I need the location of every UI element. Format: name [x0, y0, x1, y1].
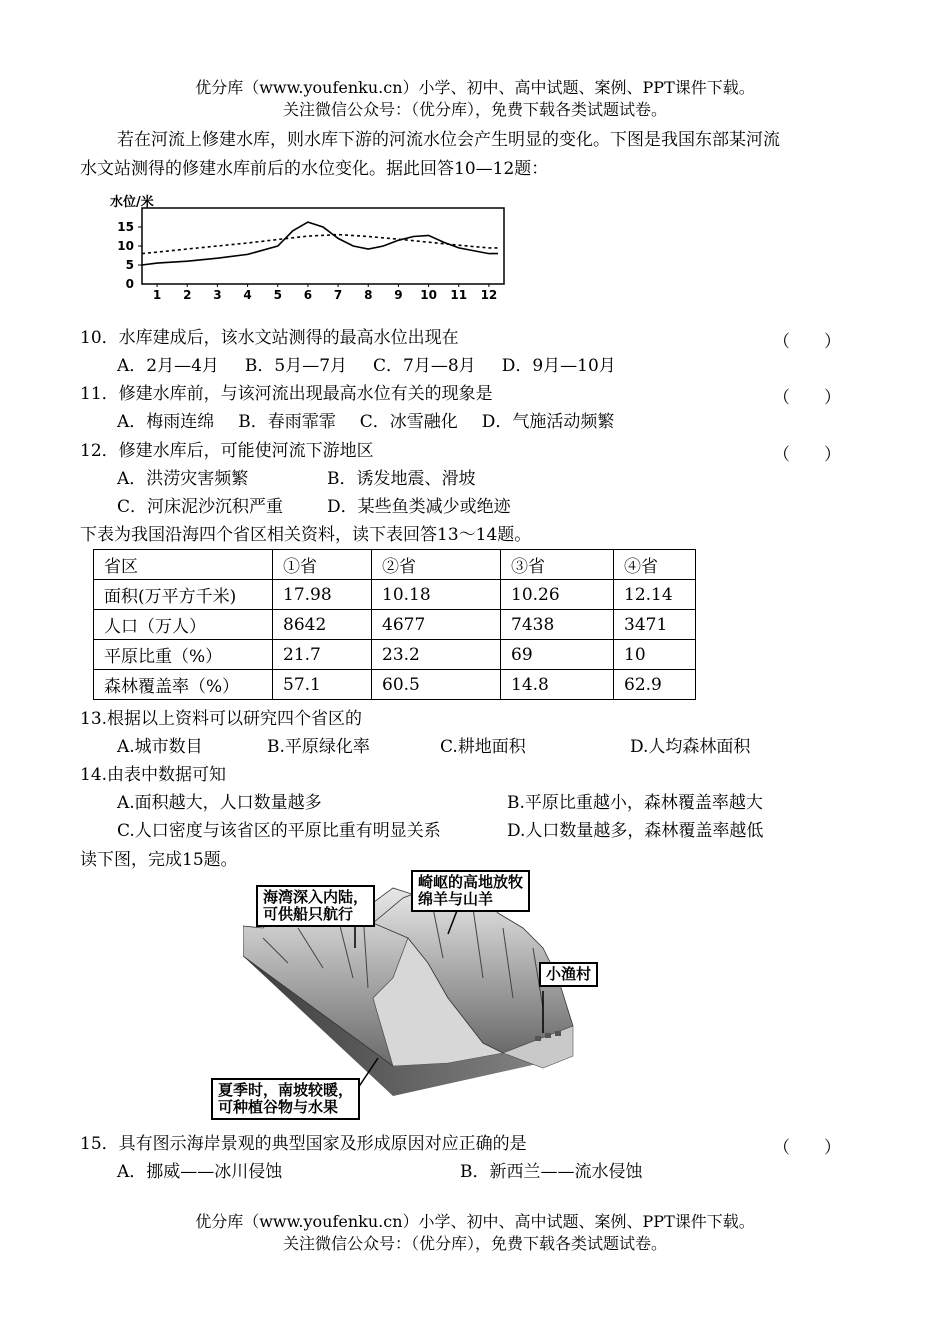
label-summer-line-2: 可种植谷物与水果	[218, 1098, 339, 1116]
table-row	[94, 580, 696, 610]
table-header-cell: ④省	[614, 550, 696, 580]
q10-option-c[interactable]: C．7月—8月	[373, 356, 476, 376]
y-tick-label: 10	[117, 239, 134, 253]
x-tick-label: 9	[394, 288, 403, 302]
table-row	[94, 670, 696, 700]
q13-option-d[interactable]: D.人均森林面积	[630, 737, 751, 757]
intro-line-1: 若在河流上修建水库，则水库下游的河流水位会产生明显的变化。下图是我国东部某河流	[117, 130, 780, 150]
table-cell: 10.18	[372, 580, 501, 610]
table-header-row	[94, 550, 696, 580]
table-header-cell: 省区	[94, 550, 273, 580]
table-cell: 69	[501, 640, 614, 670]
q10-stem: 水库建成后，该水文站测得的最高水位出现在	[118, 328, 459, 348]
x-tick-label: 1	[152, 288, 162, 302]
q11-stem: 修建水库前，与该河流出现最高水位有关的现象是	[118, 384, 493, 404]
label-highland-line-2: 绵羊与山羊	[418, 890, 494, 908]
q10-options	[117, 355, 616, 377]
question-14: 14.由表中数据可知	[80, 765, 227, 785]
question-11	[80, 383, 493, 405]
q10-option-b[interactable]: B．5月—7月	[244, 356, 348, 376]
q12-option-a[interactable]: A．洪涝灾害频繁	[117, 469, 249, 489]
q13-option-a[interactable]: A.城市数目	[117, 737, 203, 757]
q14-option-a[interactable]: A.面积越大，人口数量越多	[117, 793, 322, 813]
table-cell: 4677	[372, 610, 501, 640]
q15-option-a[interactable]: A．挪威——冰川侵蚀	[117, 1162, 283, 1182]
series-line-dashed	[142, 235, 498, 254]
label-bay	[256, 885, 375, 927]
series-line-solid	[142, 222, 498, 265]
table-cell: 62.9	[614, 670, 696, 700]
table-cell: 12.14	[614, 580, 696, 610]
q10-answer-blank[interactable]: （ ）	[773, 332, 841, 352]
table-cell: 3471	[614, 610, 696, 640]
table-cell: 10	[614, 640, 696, 670]
chart-plot-frame	[142, 208, 504, 284]
label-highland-line-1: 崎岖的高地放牧	[418, 873, 524, 891]
x-tick-label: 6	[303, 288, 313, 302]
label-bay-line-2: 可供船只航行	[263, 905, 354, 923]
x-tick-label: 12	[480, 288, 498, 302]
table-cell: 面积(万平方千米)	[94, 580, 273, 610]
page-header-line-2: 关注微信公众号：（优分库），免费下载各类试题试卷。	[282, 100, 667, 119]
q15-stem: 具有图示海岸景观的典型国家及形成原因对应正确的是	[118, 1134, 527, 1154]
q11-option-d[interactable]: D．气施活动频繁	[481, 412, 615, 432]
x-tick-label: 4	[243, 288, 252, 302]
question-12	[80, 440, 374, 462]
question-10	[80, 327, 459, 349]
q12-option-c[interactable]: C．河床泥沙沉积严重	[117, 497, 284, 517]
water-level-chart	[108, 190, 528, 305]
chart-y-axis-label: 水位/米	[110, 195, 154, 210]
x-tick-label: 7	[333, 288, 343, 302]
q14-option-d[interactable]: D.人口数量越多，森林覆盖率越低	[507, 821, 764, 841]
label-village	[539, 962, 598, 987]
table-cell: 23.2	[372, 640, 501, 670]
label-village-text: 小渔村	[546, 965, 592, 983]
table-header-cell: ①省	[273, 550, 372, 580]
q12-answer-blank[interactable]: （ ）	[773, 445, 841, 465]
q15-number: 15．	[80, 1134, 119, 1154]
q11-option-c[interactable]: C．冰雪融化	[359, 412, 458, 432]
table-row	[94, 610, 696, 640]
table-cell: 10.26	[501, 580, 614, 610]
page-footer-line-2: 关注微信公众号：（优分库），免费下载各类试题试卷。	[282, 1234, 667, 1253]
q11-number: 11．	[80, 384, 119, 404]
y-tick-label: 5	[125, 258, 134, 272]
q15-answer-blank[interactable]: （ ）	[773, 1138, 841, 1158]
table-cell: 57.1	[273, 670, 372, 700]
x-tick-label: 3	[213, 288, 222, 302]
table-cell: 60.5	[372, 670, 501, 700]
table-cell: 人口（万人）	[94, 610, 273, 640]
q13-option-b[interactable]: B.平原绿化率	[267, 737, 370, 757]
table-cell: 平原比重（%）	[94, 640, 273, 670]
table-header-cell: ③省	[501, 550, 614, 580]
table-cell: 森林覆盖率（%）	[94, 670, 273, 700]
label-summer-line-1: 夏季时，南坡较暖，	[218, 1081, 354, 1099]
table-cell: 7438	[501, 610, 614, 640]
table-row	[94, 640, 696, 670]
question-15	[80, 1133, 527, 1155]
x-tick-label: 2	[183, 288, 192, 302]
q11-option-a[interactable]: A．梅雨连绵	[117, 412, 215, 432]
q11-answer-blank[interactable]: （ ）	[773, 388, 841, 408]
q14-option-b[interactable]: B.平原比重越小，森林覆盖率越大	[507, 793, 763, 813]
label-highland	[411, 870, 530, 912]
q11-option-b[interactable]: B．春雨霏霏	[238, 412, 336, 432]
table-cell: 17.98	[273, 580, 372, 610]
table-cell: 8642	[273, 610, 372, 640]
q12-option-b[interactable]: B．诱发地震、滑坡	[327, 469, 476, 489]
q13-option-c[interactable]: C.耕地面积	[440, 737, 526, 757]
table-cell: 21.7	[273, 640, 372, 670]
q14-option-c[interactable]: C.人口密度与该省区的平原比重有明显关系	[117, 821, 441, 841]
x-tick-label: 8	[364, 288, 373, 302]
figure-intro: 读下图，完成15题。	[80, 850, 238, 870]
x-tick-label: 10	[420, 288, 437, 302]
y-tick-label: 15	[117, 220, 134, 234]
q10-number: 10．	[80, 328, 119, 348]
q12-option-d[interactable]: D．某些鱼类减少或绝迹	[327, 497, 511, 517]
page-footer-line-1: 优分库（www.youfenku.cn）小学、初中、高中试题、案例、PPT课件下载。	[195, 1212, 755, 1231]
intro-line-2: 水文站测得的修建水库前后的水位变化。据此回答10—12题：	[80, 159, 549, 179]
q12-number: 12．	[80, 441, 119, 461]
q10-option-a[interactable]: A．2月—4月	[117, 356, 219, 376]
table-header-cell: ②省	[372, 550, 501, 580]
q15-option-b[interactable]: B．新西兰——流水侵蚀	[460, 1162, 643, 1182]
x-tick-label: 11	[450, 288, 468, 302]
label-summer	[211, 1078, 360, 1120]
table-cell: 14.8	[501, 670, 614, 700]
x-tick-label: 5	[273, 288, 282, 302]
page-header-line-1: 优分库（www.youfenku.cn）小学、初中、高中试题、案例、PPT课件下载。	[195, 78, 755, 97]
question-13: 13.根据以上资料可以研究四个省区的	[80, 709, 363, 729]
label-bay-line-1: 海湾深入内陆，	[263, 888, 369, 906]
y-tick-label: 0	[125, 277, 134, 291]
q11-options	[117, 411, 614, 433]
q10-option-d[interactable]: D．9月—10月	[501, 356, 616, 376]
table-intro: 下表为我国沿海四个省区相关资料，读下表回答13～14题。	[80, 525, 532, 545]
province-data-table	[93, 549, 696, 700]
q12-stem: 修建水库后，可能使河流下游地区	[118, 441, 374, 461]
